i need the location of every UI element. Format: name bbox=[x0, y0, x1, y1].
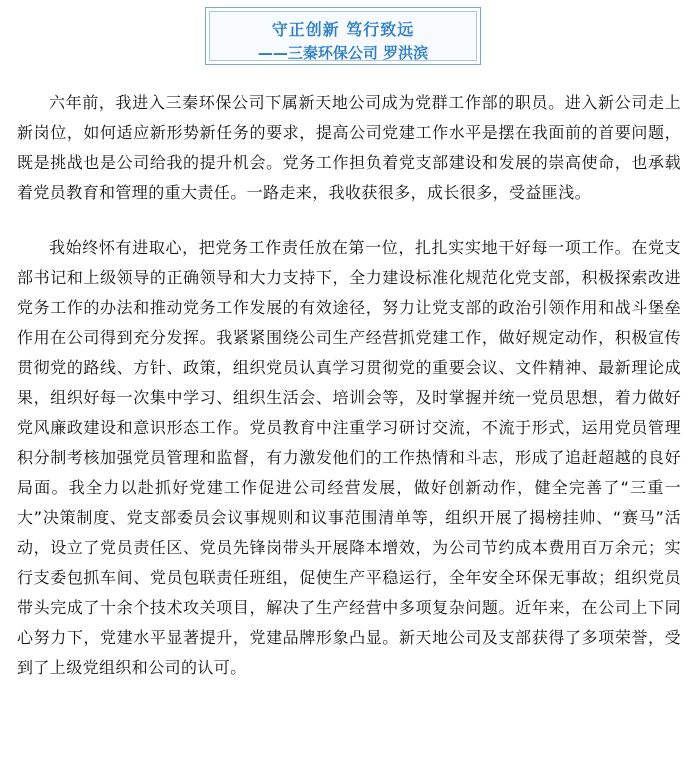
title-frame-top bbox=[205, 7, 481, 8]
article-body bbox=[17, 88, 681, 683]
article-author: ——三秦环保公司 罗洪滨 bbox=[257, 44, 429, 62]
article-title: 守正创新 笃行致远 bbox=[271, 20, 415, 39]
paragraph-1: 六年前，我进入三秦环保公司下属新天地公司成为党群工作部的职员。进入新公司走上新岗位，如何适应新形势新任务的要求，提高公司党建工作水平是摆在我面前的首要问题，既是挑战也是公司给我的提升机会。党务工作担负着党支部建设和发展的崇高使命，也承载着党员教育和管理的重大责任。一路走来，我收获很多，成长很多，受益匪浅。 bbox=[17, 93, 681, 202]
paragraph-2: 我始终怀有进取心，把党务工作责任放在第一位，扎扎实实地干好每一项工作。在党支部书记和上级领导的正确领导和大力支持下，全力建设标准化规范化党支部，积极探索改进党务工作的办法和推动党务工作发展的有效途径，努力让党支部的政治引领作用和战斗堡垒作用在公司得到充分发挥。我紧紧围绕公司生产经营抓党建工作，做好规定动作，积极宣传贯彻党的路线、方针、政策，组织党员认真学习贯彻党的重要会议、文件精神、最新理论成果，组织好每一次集中学习、组织生活会、培训会等，及时掌握并统一党员思想，着力做好党风廉政建设和意识形态工作。党员教育中注重学习研讨交流，不流于形式，运用党员管理积分制考核加强党员管理和监督，有力激发他们的工作热情和斗志，形成了追赶超越的良好局面。我全力以赴抓好党建工作促进公司经营发展，做好创新动作，健全完善了“三重一大”决策制度、党支部委员会议事规则和议事范围清单等，组织开展了揭榜挂帅、“赛马”活动，设立了党员责任区、党员先锋岗带头开展降本增效，为公司节约成本费用百万余元；实行支委包抓车间、党员包联责任班组，促使生产平稳运行，全年安全环保无事故；组织党员带头完成了十余个技术攻关项目，解决了生产经营中多项复杂问题。近年来，在公司上下同心努力下，党建水平显著提升，党建品牌形象凸显。新天地公司及支部获得了多项荣誉，受到了上级党组织和公司的认可。 bbox=[17, 238, 681, 677]
title-frame-bottom bbox=[205, 64, 481, 65]
article-title-box bbox=[205, 7, 481, 65]
